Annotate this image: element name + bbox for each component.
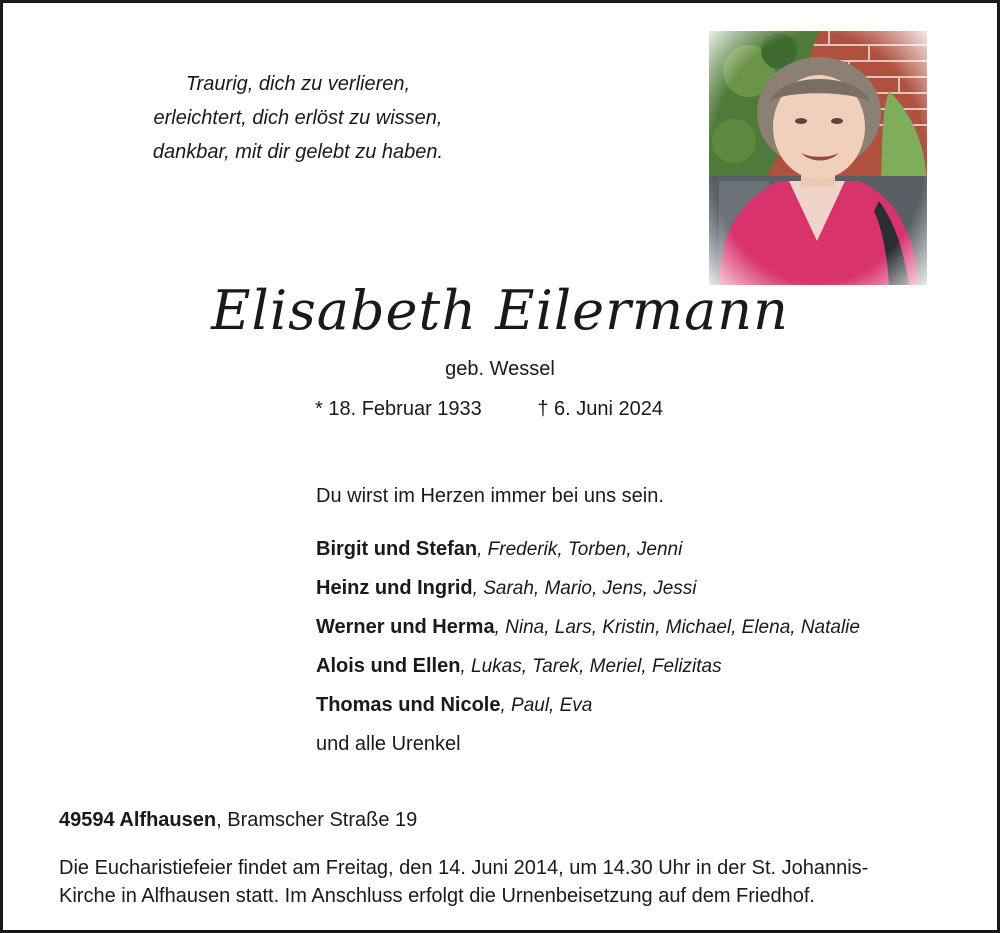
mourner-row xyxy=(316,572,860,611)
notice-line: Die Eucharistiefeier findet am Freitag, den 14. Juni 2014, um 14.30 Uhr in der St. Johannis- xyxy=(59,857,869,879)
grandchildren-names: , Nina, Lars, Kristin, Michael, Elena, Natalie xyxy=(494,617,860,638)
portrait-photo xyxy=(709,31,927,285)
grandchildren-names: , Paul, Eva xyxy=(500,695,593,716)
mourner-row xyxy=(316,689,860,728)
poem-line: dankbar, mit dir gelebt zu haben. xyxy=(152,141,444,163)
funeral-notice xyxy=(59,854,959,910)
poem-line: Traurig, dich zu verlieren, xyxy=(185,73,411,95)
mourners-list xyxy=(316,533,860,767)
death-date: † 6. Juni 2024 xyxy=(537,398,663,420)
grandchildren-names: , Lukas, Tarek, Meriel, Felizitas xyxy=(460,656,722,677)
mourner-names: Thomas und Nicole xyxy=(316,694,501,716)
address-city: 49594 Alfhausen xyxy=(59,809,217,831)
poem-line: erleichtert, dich erlöst zu wissen, xyxy=(153,107,443,129)
motto: Du wirst im Herzen immer bei uns sein. xyxy=(316,485,664,507)
address-street: , Bramscher Straße 19 xyxy=(216,809,418,831)
birth-date: * 18. Februar 1933 xyxy=(315,398,482,420)
family-closing: und alle Urenkel xyxy=(316,733,461,755)
mourner-row xyxy=(316,533,860,572)
maiden-name: geb. Wessel xyxy=(445,358,555,380)
mourner-names: Birgit und Stefan xyxy=(316,538,478,560)
deceased-name: Elisabeth Eilermann xyxy=(211,279,789,342)
poem xyxy=(143,67,453,169)
life-dates xyxy=(315,398,663,421)
mourner-names: Alois und Ellen xyxy=(316,655,461,677)
portrait-image xyxy=(709,31,927,285)
mourner-row xyxy=(316,611,860,650)
notice-line: Kirche in Alfhausen statt. Im Anschluss erfolgt die Urnenbeisetzung auf dem Friedhof. xyxy=(59,885,815,907)
mourner-row xyxy=(316,650,860,689)
grandchildren-names: , Sarah, Mario, Jens, Jessi xyxy=(472,578,697,599)
mourner-names: Werner und Herma xyxy=(316,616,495,638)
address xyxy=(59,809,417,832)
mourner-names: Heinz und Ingrid xyxy=(316,577,473,599)
grandchildren-names: , Frederik, Torben, Jenni xyxy=(477,539,683,560)
